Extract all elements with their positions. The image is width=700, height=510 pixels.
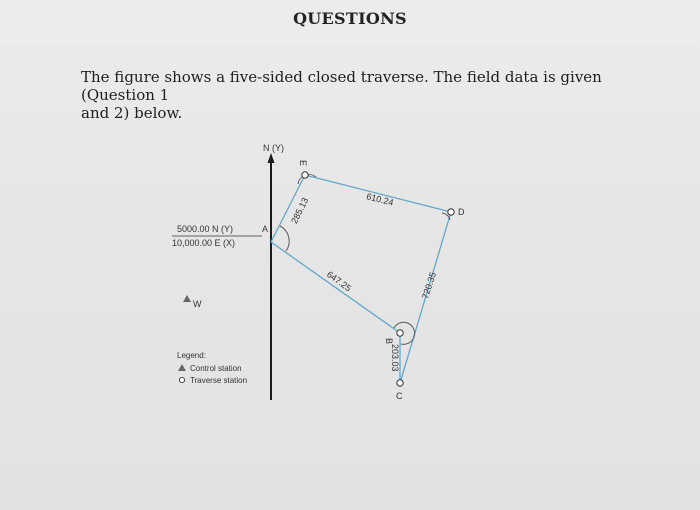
distance-DC: 720.35 (420, 270, 439, 301)
angle-arc-A (280, 226, 289, 251)
distance-BA: 647.25 (324, 269, 354, 294)
station-D-marker (448, 209, 454, 215)
station-E-marker (302, 172, 308, 178)
north-arrow-icon (268, 153, 275, 163)
station-label-B: B (384, 338, 394, 345)
legend-traverse-label: Traverse station (190, 376, 248, 385)
intro-line-1: The figure shows a five-sided closed traverse. The field data is given (Question 1 (81, 68, 602, 104)
line-BA (271, 242, 400, 333)
station-B-marker (397, 330, 403, 336)
station-label-A: A (262, 224, 269, 234)
control-station-W-icon (183, 295, 191, 302)
north-label: N (Y) (263, 143, 284, 153)
page-title: QUESTIONS (293, 9, 407, 28)
distance-ED: 610.24 (365, 191, 395, 208)
station-label-E: E (298, 160, 308, 167)
distance-AE: 285.13 (289, 195, 311, 226)
station-label-D: D (458, 207, 465, 217)
legend-control-icon (178, 364, 186, 371)
distance-CB: 203.03 (390, 344, 400, 372)
control-north-coord: 5000.00 N (Y) (177, 224, 234, 234)
legend-title: Legend: (177, 351, 206, 360)
control-east-coord: 10,000.00 E (X) (172, 238, 236, 248)
station-label-C: C (396, 391, 403, 401)
legend-traverse-icon (179, 377, 184, 382)
legend-control-label: Control station (190, 364, 242, 373)
intro-line-2: and 2) below. (81, 104, 183, 122)
station-C-marker (397, 380, 403, 386)
station-label-W: W (193, 299, 202, 309)
